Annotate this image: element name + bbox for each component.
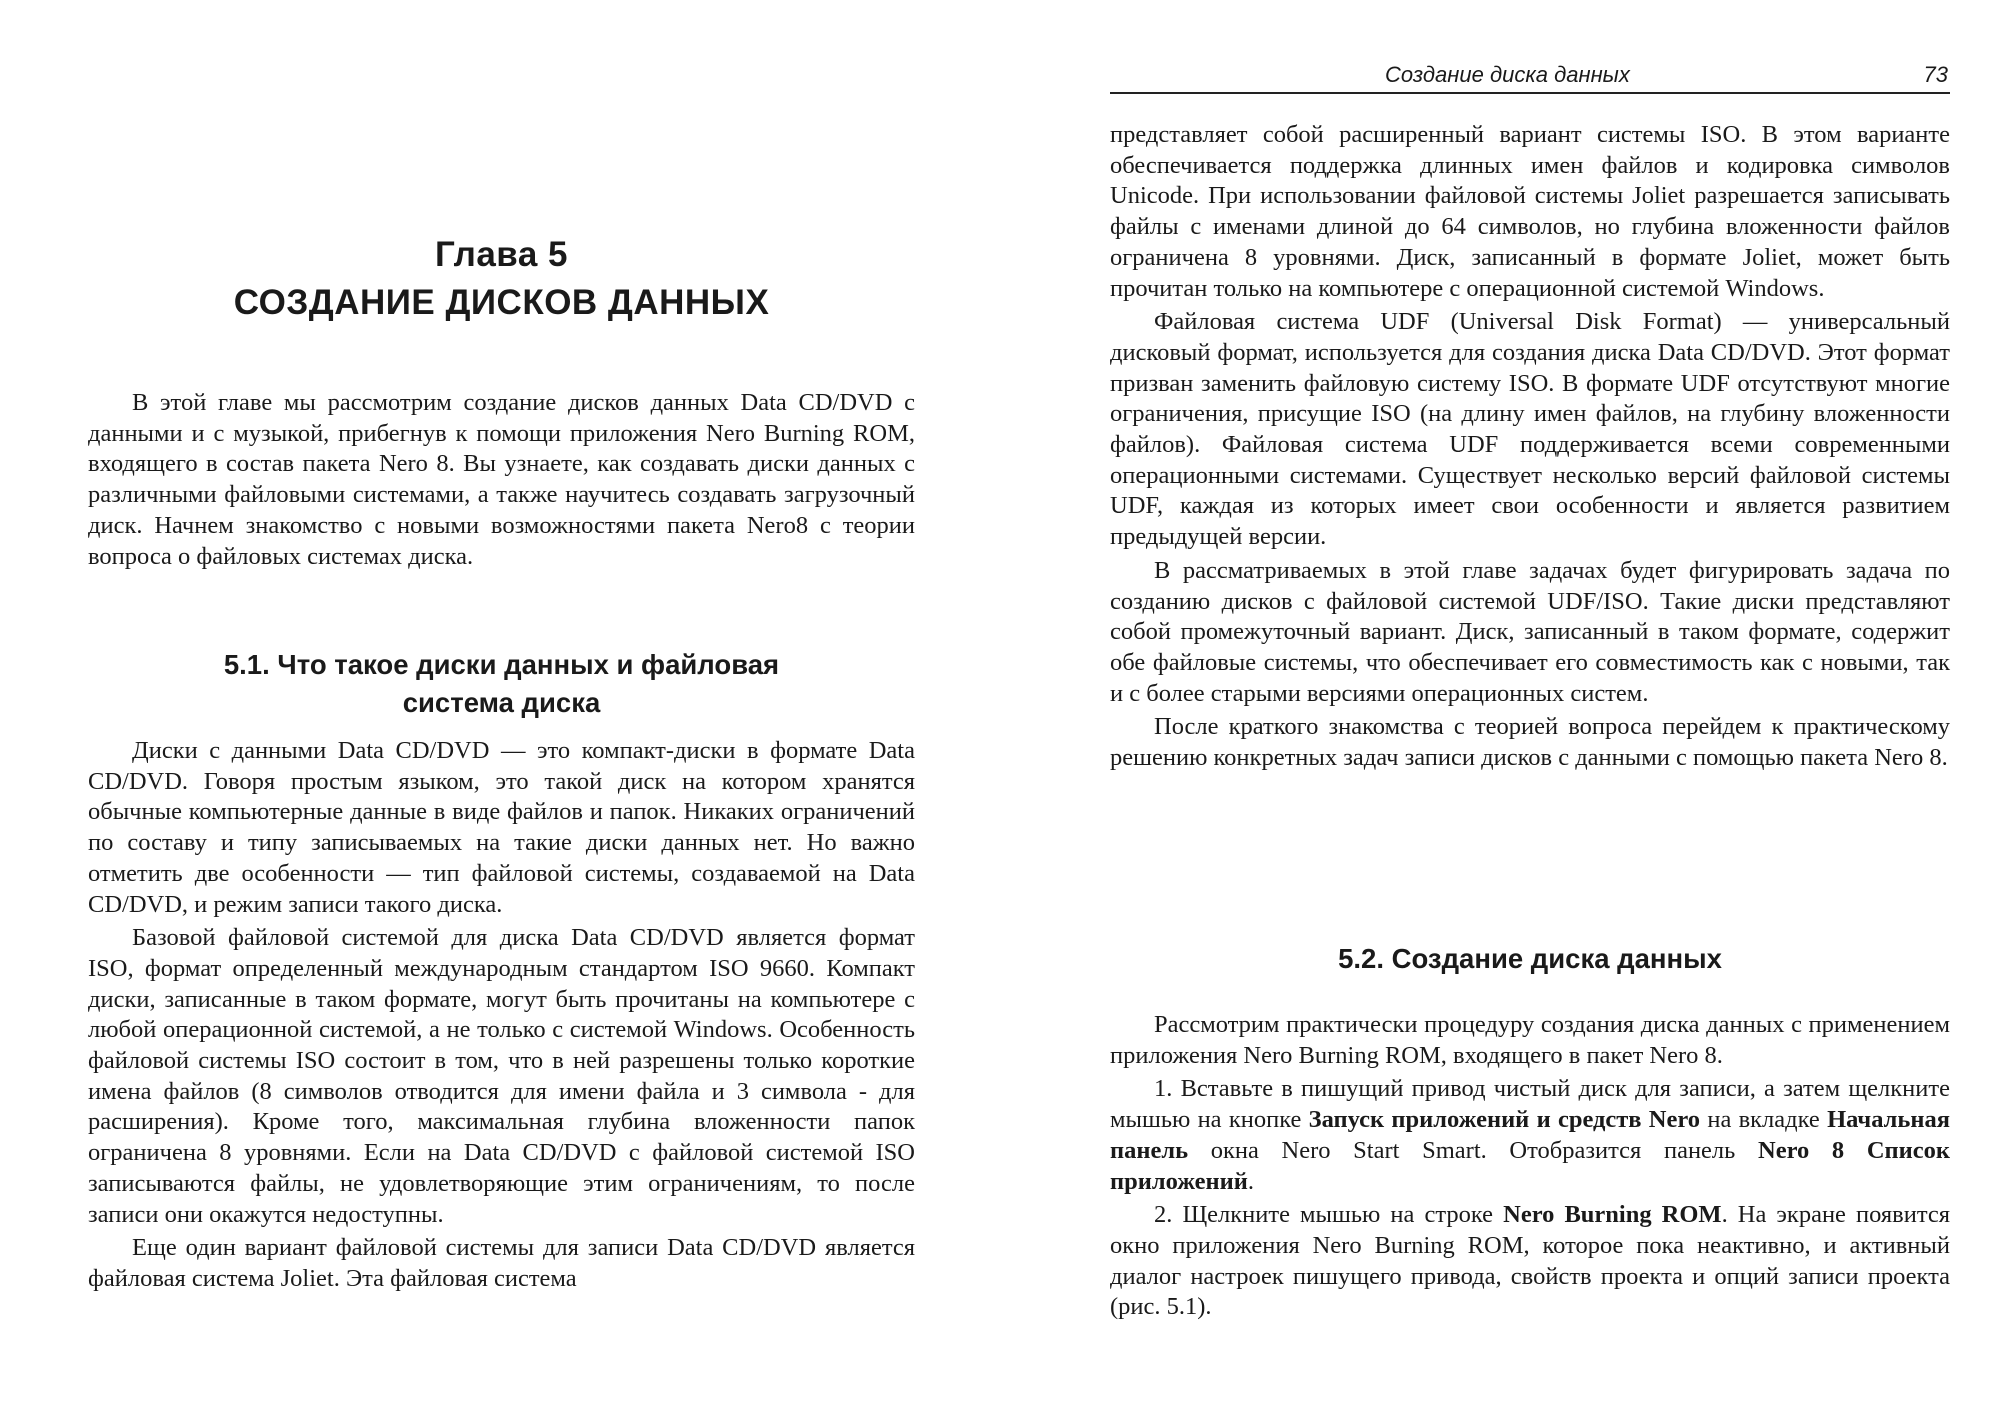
paragraph: В рассматриваемых в этой главе задачах будет фигурировать задача по созданию дисков с файловой системой UDF/ISO. Такие диски представляют собой промежуточный вариант. Диск, записанный в таком формате, содержит обе файловые системы, что обеспечивает его совместимость как с новыми, так и с более старыми версиями операционных систем. [1110,556,1950,707]
step-1-bold-1: Запуск приложений и средств Nero [1308,1106,1701,1134]
section-5-1-title-line1: 5.1. Что такое диски данных и файловая [223,649,780,680]
step-2-text: . На экране появится окно приложения Nero Burning ROM, которое пока неактивно, и активный диалог настроек пишущего привода, свойств проекта и опций записи проекта (рис. 5.1). [1110,1201,1951,1321]
chapter-intro [88,388,915,575]
step-1-bold-3: Nero 8 Список приложений [1110,1136,1950,1195]
chapter-label: Глава 5 [434,235,568,274]
paragraph: Рассмотрим практически процедуру создания диска данных с применением приложения Nero Burning ROM, входящего в пакет Nero 8. [1110,1011,1950,1069]
paragraph: Еще один вариант файловой системы для записи Data CD/DVD является файловая система Joliet. Эта файловая система [88,1234,915,1292]
step-1-text: 1. Вставьте в пишущий привод чистый диск для записи, а затем щелкните мышью на кнопке [1110,1075,1950,1134]
page-number: 73 [1923,62,1948,87]
section-5-1-body [88,736,915,1298]
paragraph: Диски с данными Data CD/DVD — это компакт-диски в формате Data CD/DVD. Говоря простым языком, это такой диск на котором хранятся обычные компьютерные данные в виде файлов и папок. Никаких ограничений по составу и типу записываемых на такие диски данных нет. Но важно отметить две особенности — тип файловой системы, создаваемой на Data CD/DVD, и режим записи такого диска. [88,737,915,918]
paragraph: После краткого знакомства с теорией вопроса перейдем к практическому решению конкретных задач записи дисков с данными с помощью пакета Nero 8. [1110,713,1950,772]
step-1-text: на вкладке [1700,1106,1828,1134]
paragraph: Базовой файловой системой для диска Data CD/DVD является формат ISO, формат определенный международным стандартом ISO 9660. Компакт диски, записанные в таком формате, могут быть прочитаны на компьютере с любой операционной системой, а не только с системой Windows. Особенность файловой системы ISO состоит в том, что в ней разрешены только короткие имена файлов (8 символов отводится для имени файла и 3 символа - для расширения). Кроме того, максимальная глубина вложенности папок ограничена 8 уровнями. Если на Data CD/DVD с файловой системой ISO записываются файлы, не удовлетворяющие этим ограничениям, то после записи они окажутся недоступны. [88,924,915,1228]
running-title: Создание диска данных [1385,62,1630,87]
section-5-1-title-line2: система диска [402,687,601,718]
step-1-bold-2: Начальная панель [1110,1106,1950,1164]
running-header [1110,58,1950,94]
step-2 [1110,1200,1950,1323]
section-5-1-continuation [1110,120,1950,777]
step-1 [1110,1074,1950,1197]
paragraph: Файловая система UDF (Universal Disk Format) — универсальный дисковый формат, используется для создания диска Data CD/DVD. Этот формат призван заменить файловую систему ISO. В формате UDF отсутствуют многие ограничения, присущие ISO (на длину имен файлов, на глубину вложенности файлов). Файловая система UDF поддерживается всеми современными операционными системами. Существует несколько версий файловой системы UDF, каждая из которых имеет свои особенности и является развитием предыдущей версии. [1110,308,1950,551]
section-5-2-title: 5.2. Создание диска данных [1338,943,1722,974]
step-2-bold: Nero Burning ROM [1503,1201,1722,1229]
paragraph: представляет собой расширенный вариант системы ISO. В этом варианте обеспечивается поддержка длинных имен файлов и кодировка символов Unicode. При использовании файловой системы Joliet разрешается записывать файлы с именами длиной до 64 символов, но глубина вложенности файлов ограничена 8 уровнями. Диск, записанный в формате Joliet, может быть прочитан только на компьютере с операционной системой Windows. [1110,121,1950,302]
section-5-1-title [88,646,915,722]
intro-paragraph: В этой главе мы рассмотрим создание дисков данных Data CD/DVD с данными и с музыкой, прибегнув к помощи приложения Nero Burning ROM, входящего в состав пакета Nero 8. Вы узнаете, как создавать диски данных с различными файловыми системами, а также научитесь создавать загрузочный диск. Начнем знакомство с новыми возможностями пакета Nero8 с теории вопроса о файловых системах диска. [88,389,915,570]
step-1-text: . [1247,1167,1255,1195]
chapter-title: СОЗДАНИЕ ДИСКОВ ДАННЫХ [233,283,770,322]
step-2-text: 2. Щелкните мышью на строке [1154,1201,1504,1229]
section-5-2-body [1110,1010,1950,1326]
step-1-text: окна Nero Start Smart. Отобразится панель [1188,1136,1758,1164]
